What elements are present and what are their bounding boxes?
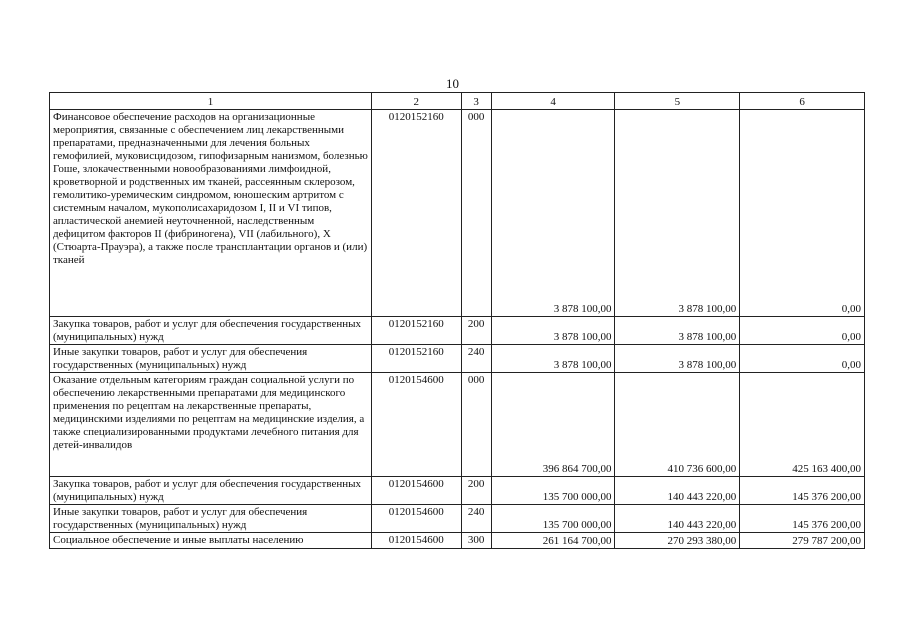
amount-col-4: 135 700 000,00 — [491, 505, 615, 533]
amount-col-5: 140 443 220,00 — [615, 477, 740, 505]
target-code: 0120152160 — [371, 317, 461, 345]
expense-name: Оказание отдельным категориям граждан социальной услуги по обеспечению лекарственными препаратами для медицинского применения по рецептам на лекарственные препараты, медицинскими изделиями по рецептам на медицинские изделия, а также специализированными продуктами лечебного питания для детей-инвалидов — [50, 373, 372, 477]
expense-type-code: 200 — [461, 477, 491, 505]
amount-col-6: 145 376 200,00 — [740, 477, 865, 505]
amount-col-5: 3 878 100,00 — [615, 110, 740, 317]
amount-col-6: 0,00 — [740, 110, 865, 317]
target-code: 0120154600 — [371, 533, 461, 549]
amount-col-4: 3 878 100,00 — [491, 110, 615, 317]
table-header-row — [50, 93, 865, 110]
column-header: 4 — [491, 93, 615, 110]
expense-type-code: 000 — [461, 110, 491, 317]
column-header: 6 — [740, 93, 865, 110]
amount-col-6: 0,00 — [740, 345, 865, 373]
target-code: 0120152160 — [371, 345, 461, 373]
table-row — [50, 505, 865, 533]
table-row — [50, 533, 865, 549]
amount-col-6: 0,00 — [740, 317, 865, 345]
column-header: 3 — [461, 93, 491, 110]
page-number: 10 — [446, 76, 459, 91]
amount-col-4: 3 878 100,00 — [491, 345, 615, 373]
amount-col-6: 279 787 200,00 — [740, 533, 865, 549]
table-row — [50, 373, 865, 477]
expense-name: Финансовое обеспечение расходов на организационные мероприятия, связанные с обеспечением лиц лекарственными препаратами, предназначенными для лечения больных гемофилией, муковисцидозом, гипофизарным нанизмом, болезнью Гоше, злокачественными новообразованиями лимфоидной, кроветворной и родственных им тканей, рассеянным склерозом, гемолитико-уремическим синдромом, юношеским артритом с системным началом, мукополисахаридозом I, II и VI типов, апластической анемией неуточненной, наследственным дефицитом факторов II (фибриногена), VII (лабильного), X (Стюарта-Прауэра), а также после трансплантации органов и (или) тканей — [50, 110, 372, 317]
amount-col-5: 270 293 380,00 — [615, 533, 740, 549]
expense-name: Закупка товаров, работ и услуг для обеспечения государственных (муниципальных) нужд — [50, 477, 372, 505]
expense-type-code: 240 — [461, 505, 491, 533]
amount-col-4: 135 700 000,00 — [491, 477, 615, 505]
expense-name: Социальное обеспечение и иные выплаты населению — [50, 533, 372, 549]
expense-name: Иные закупки товаров, работ и услуг для обеспечения государственных (муниципальных) нужд — [50, 345, 372, 373]
amount-col-5: 140 443 220,00 — [615, 505, 740, 533]
amount-col-5: 3 878 100,00 — [615, 317, 740, 345]
amount-col-4: 396 864 700,00 — [491, 373, 615, 477]
expense-type-code: 240 — [461, 345, 491, 373]
column-header: 5 — [615, 93, 740, 110]
expense-type-code: 000 — [461, 373, 491, 477]
table-row — [50, 317, 865, 345]
budget-table — [49, 92, 865, 549]
amount-col-6: 145 376 200,00 — [740, 505, 865, 533]
column-header: 1 — [50, 93, 372, 110]
table-row — [50, 345, 865, 373]
expense-name: Закупка товаров, работ и услуг для обеспечения государственных (муниципальных) нужд — [50, 317, 372, 345]
expense-type-code: 200 — [461, 317, 491, 345]
target-code: 0120152160 — [371, 110, 461, 317]
amount-col-4: 3 878 100,00 — [491, 317, 615, 345]
column-header: 2 — [371, 93, 461, 110]
amount-col-6: 425 163 400,00 — [740, 373, 865, 477]
table-row — [50, 477, 865, 505]
amount-col-5: 3 878 100,00 — [615, 345, 740, 373]
target-code: 0120154600 — [371, 505, 461, 533]
expense-name: Иные закупки товаров, работ и услуг для обеспечения государственных (муниципальных) нужд — [50, 505, 372, 533]
amount-col-5: 410 736 600,00 — [615, 373, 740, 477]
target-code: 0120154600 — [371, 477, 461, 505]
table-row — [50, 110, 865, 317]
target-code: 0120154600 — [371, 373, 461, 477]
amount-col-4: 261 164 700,00 — [491, 533, 615, 549]
expense-type-code: 300 — [461, 533, 491, 549]
